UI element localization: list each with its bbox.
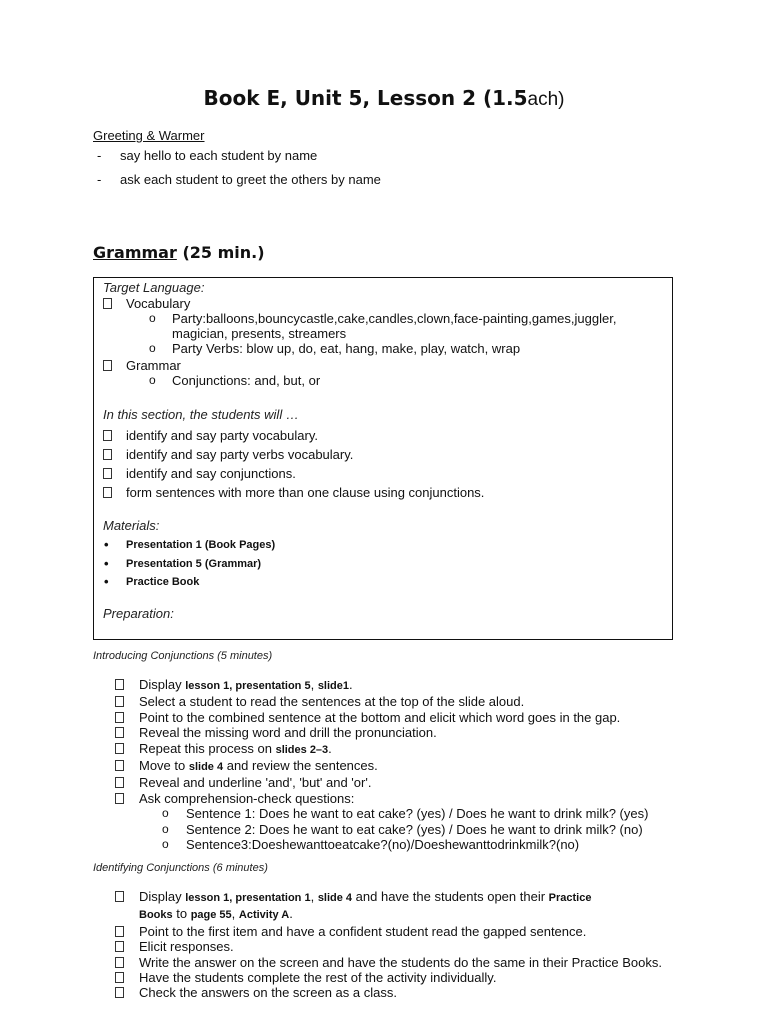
list-item: Move to slide 4 and review the sentences. [115,758,715,775]
list-item: Ask comprehension-check questions: [115,791,715,806]
list-item-continuation: magician, presents, streamers [172,326,347,341]
circle-bullet-icon: o [162,837,169,852]
objectives-section [103,406,663,502]
checkbox-bullet-icon [115,791,124,806]
checkbox-bullet-icon [103,426,112,445]
list-item: Select a student to read the sentences at the top of the slide aloud. [115,694,715,709]
checkbox-bullet-icon [115,725,124,740]
greeting-warmer-section [93,128,381,194]
materials-section [103,517,663,592]
list-item: Elicit responses. [115,939,715,954]
checkbox-bullet-icon [115,985,124,1000]
list-item: Grammar [103,358,663,373]
list-item: o Party Verbs: blow up, do, eat, hang, make, play, watch, wrap [149,341,521,356]
circle-bullet-icon: o [149,311,156,325]
greeting-warmer-heading: Greeting & Warmer [93,128,205,143]
list-item: identify and say conjunctions. [103,464,663,483]
list-item: Reveal the missing word and drill the pronunciation. [115,725,715,740]
list-item: Vocabulary [103,296,663,311]
checkbox-bullet-icon [115,924,124,939]
checkbox-bullet-icon [103,445,112,464]
circle-bullet-icon: o [149,341,156,355]
circle-bullet-icon: o [149,373,156,387]
checkbox-bullet-icon [115,710,124,725]
list-item: Display lesson 1, presentation 5, slide1. [115,677,715,694]
list-item: identify and say party verbs vocabulary. [103,445,663,464]
list-item: Display lesson 1, presentation 1, slide 4 and have the students open their Practice [115,889,715,906]
checkbox-bullet-icon [115,889,124,904]
bullet-dot-icon: • [104,574,109,589]
checkbox-bullet-icon [115,970,124,985]
list-item: o Sentence 1: Does he want to eat cake? (yes) / Does he want to drink milk? (yes) [162,806,649,822]
introducing-conjunctions-title: Introducing Conjunctions (5 minutes) [93,650,273,662]
list-item: Check the answers on the screen as a class. [115,985,715,1000]
bullet-dot-icon: • [104,555,109,571]
list-item: Repeat this process on slides 2–3. [115,741,715,758]
checkbox-bullet-icon [115,939,124,954]
list-item: Reveal and underline 'and', 'but' and 'or'. [115,775,715,790]
list-item-continuation: Books to page 55, Activity A. [139,906,293,922]
target-language-label: Target Language: [103,280,205,295]
list-item: o Party:balloons,bouncycastle,cake,candles,clown,face-painting,games,juggler, [149,311,617,326]
checkbox-bullet-icon [115,694,124,709]
list-item: o Conjunctions: and, but, or [149,373,321,388]
checkbox-bullet-icon [115,955,124,970]
checkbox-bullet-icon [115,758,124,773]
checkbox-bullet-icon [103,483,112,502]
list-item: form sentences with more than one clause using conjunctions. [103,483,663,502]
dash-bullet: - [97,148,102,163]
identifying-steps [115,889,715,1001]
list-item: identify and say party vocabulary. [103,426,663,445]
circle-bullet-icon: o [162,821,169,836]
bullet-dot-icon: • [104,537,109,552]
preparation-label: Preparation: [103,606,174,621]
list-item: • Presentation 1 (Book Pages) [103,536,663,555]
list-item: • Presentation 5 (Grammar) [103,555,663,574]
warmer-line: - say hello to each student by name [93,146,381,170]
checkbox-bullet-icon [115,741,124,756]
list-item: Write the answer on the screen and have the students do the same in their Practice Books. [115,955,715,970]
list-item: Point to the combined sentence at the bottom and elicit which word goes in the gap. [115,710,715,725]
grammar-heading-label: Grammar [93,243,177,262]
warmer-line: - ask each student to greet the others by name [93,170,381,194]
checkbox-bullet-icon [103,296,112,311]
circle-bullet-icon: o [162,806,169,821]
checkbox-bullet-icon [115,677,124,692]
checkbox-bullet-icon [103,358,112,373]
list-item: Have the students complete the rest of the activity individually. [115,970,715,985]
checkbox-bullet-icon [103,464,112,483]
checkbox-bullet-icon [115,775,124,790]
lesson-title-tail: ach) [527,89,565,110]
lesson-title [0,86,768,111]
dash-bullet: - [97,172,102,187]
grammar-info-box [93,277,673,640]
list-item: Point to the first item and have a confident student read the gapped sentence. [115,924,715,939]
objectives-label: In this section, the students will … [103,407,299,422]
target-language-section [103,279,663,388]
grammar-duration: (25 min.) [182,243,265,262]
identifying-conjunctions-title: Identifying Conjunctions (6 minutes) [93,862,268,874]
list-item: o Sentence3:Doeshewanttoeatcake?(no)/Doeshewanttodrinkmilk?(no) [162,837,580,853]
grammar-heading [93,243,265,262]
list-item: o Sentence 2: Does he want to eat cake? (yes) / Does he want to drink milk? (no) [162,821,643,837]
materials-label: Materials: [103,518,160,533]
lesson-title-main: Book E, Unit 5, Lesson 2 (1.5 [203,86,528,110]
list-item: • Practice Book [103,573,663,592]
introducing-steps [115,677,715,852]
